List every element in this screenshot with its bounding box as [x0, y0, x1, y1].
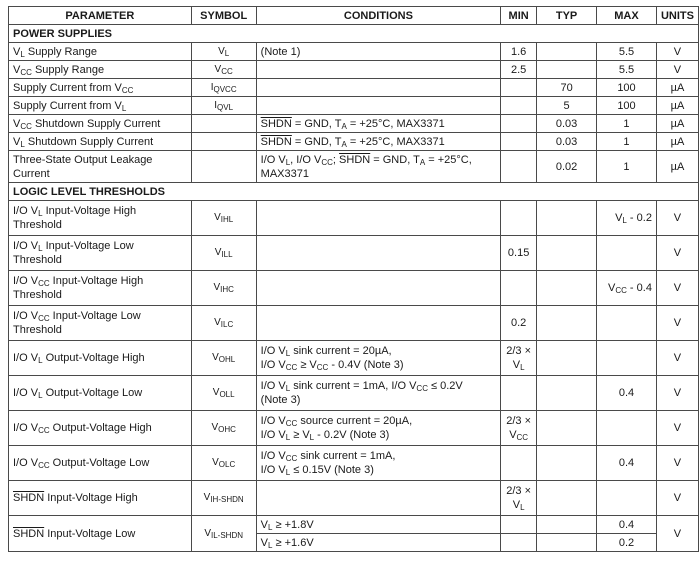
conditions-cell: $V_L \ge +1.6V$ — [256, 534, 501, 552]
symbol-cell — [191, 115, 256, 133]
min-cell: 0.2 — [501, 306, 537, 341]
typ-cell: 0.03 — [537, 115, 597, 133]
electrical-characteristics-table — [8, 6, 699, 552]
min-cell — [501, 446, 537, 481]
table-row — [9, 236, 699, 271]
symbol-cell: $V_{OLC}$ — [191, 446, 256, 481]
min-cell — [501, 516, 537, 534]
param-cell: SHDN Input-Voltage Low — [9, 516, 192, 552]
symbol-cell: $V_{IHL}$ — [191, 201, 256, 236]
max-cell — [597, 236, 657, 271]
typ-cell: 5 — [537, 97, 597, 115]
typ-cell — [537, 446, 597, 481]
units-cell: V — [656, 341, 698, 376]
conditions-cell: SHDN = GND, $T_A = +25^\circ C$, MAX3371 — [256, 115, 501, 133]
conditions-cell — [256, 201, 501, 236]
conditions-cell: I/O $V_L$ sink current = 20µA, I/O $V_{CC} \ge V_{CC} - 0.4V$ (Note 3) — [256, 341, 501, 376]
table-row — [9, 43, 699, 61]
conditions-cell: I/O $V_L$ sink current = 1mA, I/O $V_{CC} \le 0.2V$ (Note 3) — [256, 376, 501, 411]
typ-cell — [537, 61, 597, 79]
units-cell: V — [656, 481, 698, 516]
conditions-cell — [256, 306, 501, 341]
max-cell: 0.4 — [597, 376, 657, 411]
max-cell: $V_L - 0.2$ — [597, 201, 657, 236]
typ-cell: 0.02 — [537, 151, 597, 183]
typ-cell — [537, 271, 597, 306]
max-cell: 1 — [597, 151, 657, 183]
symbol-cell: $V_{OHL}$ — [191, 341, 256, 376]
conditions-cell: I/O $V_L$, I/O $V_{CC}$; SHDN = GND, $T_A = +25^\circ C$, MAX3371 — [256, 151, 501, 183]
units-cell: µA — [656, 79, 698, 97]
symbol-cell: $V_{OHC}$ — [191, 411, 256, 446]
symbol-cell: $V_{IH-SHDN}$ — [191, 481, 256, 516]
conditions-cell — [256, 97, 501, 115]
conditions-cell — [256, 271, 501, 306]
max-cell: 0.2 — [597, 534, 657, 552]
table-row — [9, 79, 699, 97]
symbol-cell — [191, 133, 256, 151]
param-cell: Supply Current from $V_{CC}$ — [9, 79, 192, 97]
conditions-cell — [256, 79, 501, 97]
min-cell: 2.5 — [501, 61, 537, 79]
symbol-cell: $V_{IHC}$ — [191, 271, 256, 306]
param-cell: I/O $V_L$ Input-Voltage High Threshold — [9, 201, 192, 236]
min-cell — [501, 115, 537, 133]
max-cell — [597, 341, 657, 376]
units-cell: µA — [656, 133, 698, 151]
min-cell: 0.15 — [501, 236, 537, 271]
section-logic-level-thresholds: LOGIC LEVEL THRESHOLDS — [9, 183, 699, 201]
units-cell: V — [656, 201, 698, 236]
typ-cell — [537, 306, 597, 341]
units-cell: V — [656, 446, 698, 481]
conditions-cell: $V_L \ge +1.8V$ — [256, 516, 501, 534]
units-cell: V — [656, 306, 698, 341]
symbol-cell: $V_{ILL}$ — [191, 236, 256, 271]
section-power-supplies: POWER SUPPLIES — [9, 25, 699, 43]
min-cell — [501, 133, 537, 151]
units-cell: V — [656, 61, 698, 79]
symbol-cell: $I_{QVL}$ — [191, 97, 256, 115]
min-cell — [501, 151, 537, 183]
typ-cell — [537, 411, 597, 446]
conditions-cell — [256, 481, 501, 516]
max-cell: 1 — [597, 133, 657, 151]
table-row — [9, 341, 699, 376]
min-cell — [501, 201, 537, 236]
min-cell: 2/3 × $V_L$ — [501, 341, 537, 376]
table-row — [9, 306, 699, 341]
table-row — [9, 376, 699, 411]
param-cell: Supply Current from $V_L$ — [9, 97, 192, 115]
table-row — [9, 201, 699, 236]
units-cell: V — [656, 411, 698, 446]
typ-cell — [537, 201, 597, 236]
typ-cell — [537, 534, 597, 552]
symbol-cell: $V_{ILC}$ — [191, 306, 256, 341]
col-header-parameter: PARAMETER — [9, 7, 192, 25]
typ-cell — [537, 376, 597, 411]
symbol-cell: $V_{IL-SHDN}$ — [191, 516, 256, 552]
table-row — [9, 411, 699, 446]
max-cell: 100 — [597, 97, 657, 115]
param-cell: $V_L$ Shutdown Supply Current — [9, 133, 192, 151]
table-row — [9, 61, 699, 79]
conditions-cell: SHDN = GND, $T_A = +25^\circ C$, MAX3371 — [256, 133, 501, 151]
conditions-cell — [256, 236, 501, 271]
min-cell — [501, 376, 537, 411]
units-cell: V — [656, 516, 698, 552]
units-cell: V — [656, 376, 698, 411]
max-cell: 5.5 — [597, 61, 657, 79]
units-cell: V — [656, 43, 698, 61]
typ-cell: 70 — [537, 79, 597, 97]
param-cell: I/O $V_{CC}$ Input-Voltage High Threshold — [9, 271, 192, 306]
typ-cell: 0.03 — [537, 133, 597, 151]
param-cell: $V_{CC}$ Supply Range — [9, 61, 192, 79]
min-cell — [501, 79, 537, 97]
symbol-cell — [191, 151, 256, 183]
units-cell: µA — [656, 97, 698, 115]
min-cell: 2/3 × $V_L$ — [501, 481, 537, 516]
col-header-symbol: SYMBOL — [191, 7, 256, 25]
table-row — [9, 115, 699, 133]
max-cell: 0.4 — [597, 516, 657, 534]
conditions-cell — [256, 61, 501, 79]
param-cell: I/O $V_{CC}$ Output-Voltage Low — [9, 446, 192, 481]
symbol-cell: $V_{OLL}$ — [191, 376, 256, 411]
typ-cell — [537, 516, 597, 534]
min-cell: 1.6 — [501, 43, 537, 61]
typ-cell — [537, 341, 597, 376]
min-cell: 2/3 × $V_{CC}$ — [501, 411, 537, 446]
param-cell: Three-State Output Leakage Current — [9, 151, 192, 183]
col-header-typ: TYP — [537, 7, 597, 25]
conditions-cell: I/O $V_{CC}$ source current = 20µA, I/O $V_L \ge V_L - 0.2V$ (Note 3) — [256, 411, 501, 446]
max-cell: 0.4 — [597, 446, 657, 481]
col-header-min: MIN — [501, 7, 537, 25]
table-row — [9, 151, 699, 183]
table-row — [9, 97, 699, 115]
typ-cell — [537, 236, 597, 271]
max-cell — [597, 411, 657, 446]
max-cell: $V_{CC} - 0.4$ — [597, 271, 657, 306]
min-cell — [501, 97, 537, 115]
typ-cell — [537, 481, 597, 516]
max-cell: 5.5 — [597, 43, 657, 61]
table-row — [9, 446, 699, 481]
col-header-units: UNITS — [656, 7, 698, 25]
min-cell — [501, 534, 537, 552]
max-cell — [597, 306, 657, 341]
max-cell: 1 — [597, 115, 657, 133]
col-header-conditions: CONDITIONS — [256, 7, 501, 25]
param-cell: I/O $V_{CC}$ Input-Voltage Low Threshold — [9, 306, 192, 341]
symbol-cell: $I_{QVCC}$ — [191, 79, 256, 97]
col-header-max: MAX — [597, 7, 657, 25]
units-cell: V — [656, 271, 698, 306]
param-cell: I/O $V_L$ Output-Voltage High — [9, 341, 192, 376]
symbol-cell: $V_{CC}$ — [191, 61, 256, 79]
header-row — [9, 7, 699, 25]
max-cell — [597, 481, 657, 516]
param-cell: $V_L$ Supply Range — [9, 43, 192, 61]
min-cell — [501, 271, 537, 306]
table-row — [9, 481, 699, 516]
units-cell: V — [656, 236, 698, 271]
table-row — [9, 271, 699, 306]
param-cell: I/O $V_L$ Input-Voltage Low Threshold — [9, 236, 192, 271]
max-cell: 100 — [597, 79, 657, 97]
table-row — [9, 516, 699, 534]
param-cell: $V_{CC}$ Shutdown Supply Current — [9, 115, 192, 133]
typ-cell — [537, 43, 597, 61]
units-cell: µA — [656, 151, 698, 183]
param-cell: SHDN Input-Voltage High — [9, 481, 192, 516]
param-cell: I/O $V_{CC}$ Output-Voltage High — [9, 411, 192, 446]
symbol-cell: $V_L$ — [191, 43, 256, 61]
table-row — [9, 133, 699, 151]
param-cell: I/O $V_L$ Output-Voltage Low — [9, 376, 192, 411]
conditions-cell: I/O $V_{CC}$ sink current = 1mA, I/O $V_L \le 0.15V$ (Note 3) — [256, 446, 501, 481]
conditions-cell: (Note 1) — [256, 43, 501, 61]
units-cell: µA — [656, 115, 698, 133]
